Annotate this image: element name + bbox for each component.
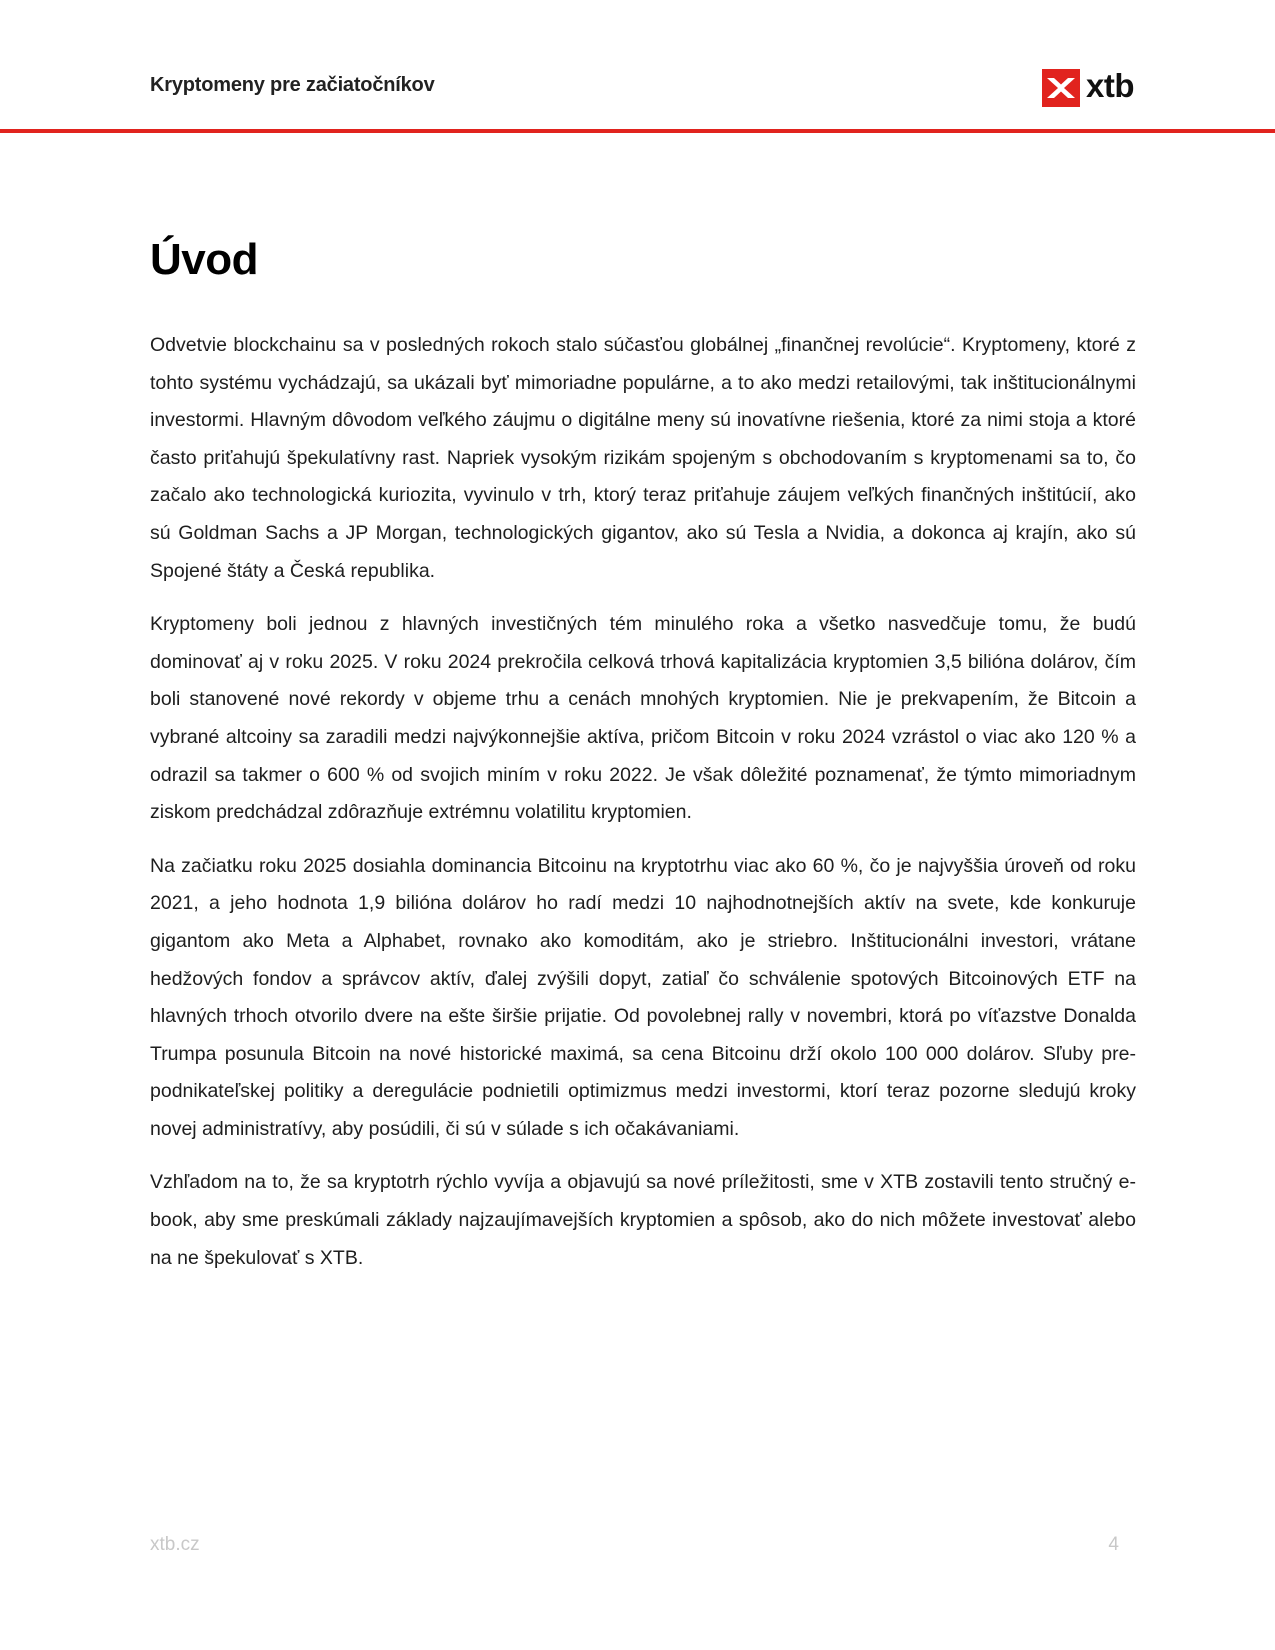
footer-site: xtb.cz: [150, 1534, 200, 1555]
page-number: 4: [1108, 1534, 1119, 1555]
main-content: [150, 228, 1136, 1293]
paragraph-1: Odvetvie blockchainu sa v posledných rokoch stalo súčasťou globálnej „finančnej revolúcie“. Kryptomeny, ktoré z tohto systému vychádzajú, sa ukázali byť mimoriadne populárne, a to ako medzi retailovými, tak inštitucionálnymi investormi. Hlavným dôvodom veľkého záujmu o digitálne meny sú inovatívne riešenia, ktoré za nimi stoja a ktoré často priťahujú špekulatívny rast. Napriek vysokým rizikám spojeným s obchodovaním s kryptomenami sa to, čo začalo ako technologická kuriozita, vyvinulo v trh, ktorý teraz priťahuje záujem veľkých finančných inštitúcií, ako sú Goldman Sachs a JP Morgan, technologických gigantov, ako sú Tesla a Nvidia, a dokonca aj krajín, ako sú Spojené štáty a Česká republika.: [150, 334, 1136, 582]
xtb-logo-mark-icon: [1042, 69, 1080, 107]
paragraph-2: Kryptomeny boli jednou z hlavných investičných tém minulého roka a všetko nasvedčuje tomu, že budú dominovať aj v roku 2025. V roku 2024 prekročila celková trhová kapitalizácia kryptomien 3,5 bilióna dolárov, čím boli stanovené nové rekordy v objeme trhu a cenách mnohých kryptomien. Nie je prekvapením, že Bitcoin a vybrané altcoiny sa zaradili medzi najvýkonnejšie aktíva, pričom Bitcoin v roku 2024 vzrástol o viac ako 120 % a odrazil sa takmer o 600 % od svojich miním v roku 2022. Je však dôležité poznamenať, že týmto mimoriadnym ziskom predchádzal zdôrazňuje extrémnu volatilitu kryptomien.: [150, 613, 1136, 824]
paragraph-3: Na začiatku roku 2025 dosiahla dominancia Bitcoinu na kryptotrhu viac ako 60 %, čo je najvyššia úroveň od roku 2021, a jeho hodnota 1,9 bilióna dolárov ho radí medzi 10 najhodnotnejších aktív na svete, kde konkuruje gigantom ako Meta a Alphabet, rovnako ako komoditám, ako je striebro. Inštitucionálni investori, vrátane hedžových fondov a správcov aktív, ďalej zvýšili dopyt, zatiaľ čo schválenie spotových Bitcoinových ETF na hlavných trhoch otvorilo dvere na ešte širšie prijatie. Od povolebnej rally v novembri, ktorá po víťazstve Donalda Trumpa posunula Bitcoin na nové historické maximá, sa cena Bitcoinu drží okolo 100 000 dolárov. Sľuby pre-podnikateľskej politiky a deregulácie podnietili optimizmus medzi investormi, ktorí teraz pozorne sledujú kroky novej administratívy, aby posúdili, či sú v súlade s ich očakávaniami.: [150, 854, 1136, 1140]
section-title: Úvod: [150, 235, 258, 284]
page-header: [0, 0, 1275, 133]
document-title: Kryptomeny pre začiatočníkov: [150, 74, 435, 96]
xtb-logo: [1042, 68, 1134, 108]
xtb-logo-text: xtb: [1086, 67, 1134, 104]
paragraph-4: Vzhľadom na to, že sa kryptotrh rýchlo vyvíja a objavujú sa nové príležitosti, sme v XTB zostavili tento stručný e-book, aby sme preskúmali základy najzaujímavejších kryptomien a spôsob, ako do nich môžete investovať alebo na ne špekulovať s XTB.: [150, 1171, 1136, 1269]
